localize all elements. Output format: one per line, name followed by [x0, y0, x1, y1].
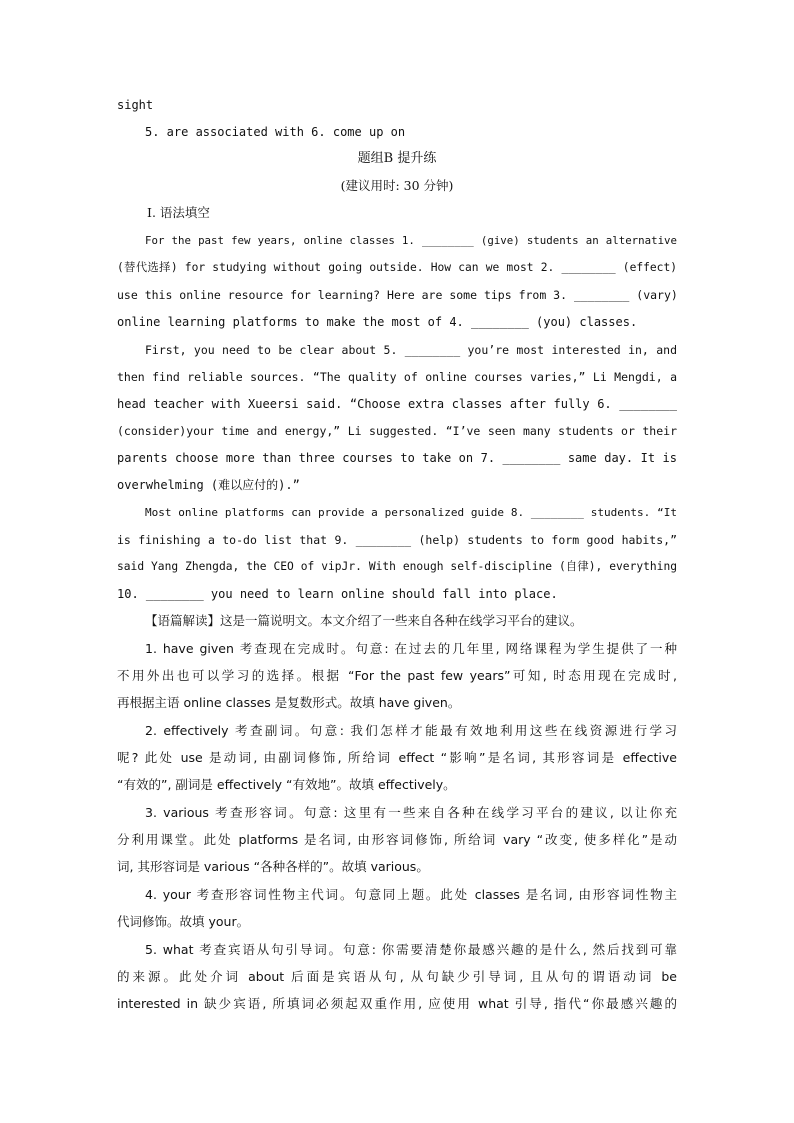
passage-line: (consider)your time and energy,” Li suggested. “I’ve seen many students or their — [117, 424, 677, 438]
passage-line: Most online platforms can provide a personalized guide 8. ________ students. “It — [145, 506, 677, 519]
passage-line: online learning platforms to make the most of 4. ________ (you) classes. — [117, 315, 638, 329]
passage-line: head teacher with Xueersi said. “Choose extra classes after fully 6. ________ — [117, 397, 677, 411]
section-subtitle: (建议用时: 30 分钟) — [340, 178, 454, 193]
passage-line: overwhelming (难以应付的).” — [117, 478, 300, 492]
explanation-line: 1. have given 考查现在完成时。句意: 在过去的几年里, 网络课程为学生提供了一种 — [145, 641, 677, 656]
passage-line: For the past few years, online classes 1. ________ (give) students an alternative — [145, 234, 677, 247]
passage-line: use this online resource for learning? Here are some tips from 3. ________ (vary) — [117, 288, 678, 302]
passage-line: (替代选择) for studying without going outside. How can we most 2. ________ (effect) — [117, 261, 677, 274]
explanation-line: 4. your 考查形容词性物主代词。句意同上题。此处 classes 是名词, 由形容词性物主 — [145, 887, 677, 902]
explanation-line: 不用外出也可以学习的选择。根据 “For the past few years”可知, 时态用现在完成时, — [117, 668, 677, 683]
explanation-line: 代词修饰。故填 your。 — [117, 914, 250, 929]
exercise-heading: Ⅰ. 语法填空 — [147, 205, 210, 220]
passage-line: parents choose more than three courses to take on 7. ________ same day. It is — [117, 451, 677, 465]
explanation-line: interested in 缺少宾语, 所填词必须起双重作用, 应使用 what 引导, 指代“你最感兴趣的 — [117, 996, 677, 1011]
explanation-line: 再根据主语 online classes 是复数形式。故填 have given。 — [117, 695, 461, 710]
passage-analysis: 【语篇解读】这是一篇说明文。本文介绍了一些来自各种在线学习平台的建议。 — [145, 613, 583, 628]
passage-line: 10. ________ you need to learn online should fall into place. — [117, 587, 558, 601]
explanation-line: 5. what 考查宾语从句引导词。句意: 你需要清楚你最感兴趣的是什么, 然后找到可靠 — [145, 942, 677, 957]
passage-line: then find reliable sources. “The quality of online courses varies,” Li Mengdi, a — [117, 370, 677, 384]
explanation-line: “有效的”, 副词是 effectively “有效地”。故填 effectively。 — [117, 777, 456, 792]
passage-line: said Yang Zhengda, the CEO of vipJr. With enough self-discipline (自律), everything — [117, 560, 677, 573]
explanation-line: 的来源。此处介词 about 后面是宾语从句, 从句缺少引导词, 且从句的谓语动词 be — [117, 969, 677, 984]
section-title: 题组B 提升练 — [357, 151, 437, 166]
explanation-line: 词, 其形容词是 various “各种各样的”。故填 various。 — [117, 859, 429, 874]
explanation-line: 分利用课堂。此处 platforms 是名词, 由形容词修饰, 所给词 vary “改变, 使多样化”是动 — [117, 832, 677, 847]
answer-line: 5. are associated with 6. come up on — [145, 125, 406, 139]
passage-line: First, you need to be clear about 5. ________ you’re most interested in, and — [145, 343, 677, 357]
explanation-line: 3. various 考查形容词。句意: 这里有一些来自各种在线学习平台的建议, 以让你充 — [145, 805, 677, 820]
explanation-line: 2. effectively 考查副词。句意: 我们怎样才能最有效地利用这些在线资源进行学习 — [145, 723, 677, 738]
passage-line: is finishing a to-do list that 9. ________ (help) students to form good habits,” — [117, 533, 677, 547]
explanation-line: 呢? 此处 use 是动词, 由副词修饰, 所给词 effect “影响”是名词, 其形容词是 effective — [117, 750, 677, 765]
answer-line: sight — [117, 98, 154, 112]
